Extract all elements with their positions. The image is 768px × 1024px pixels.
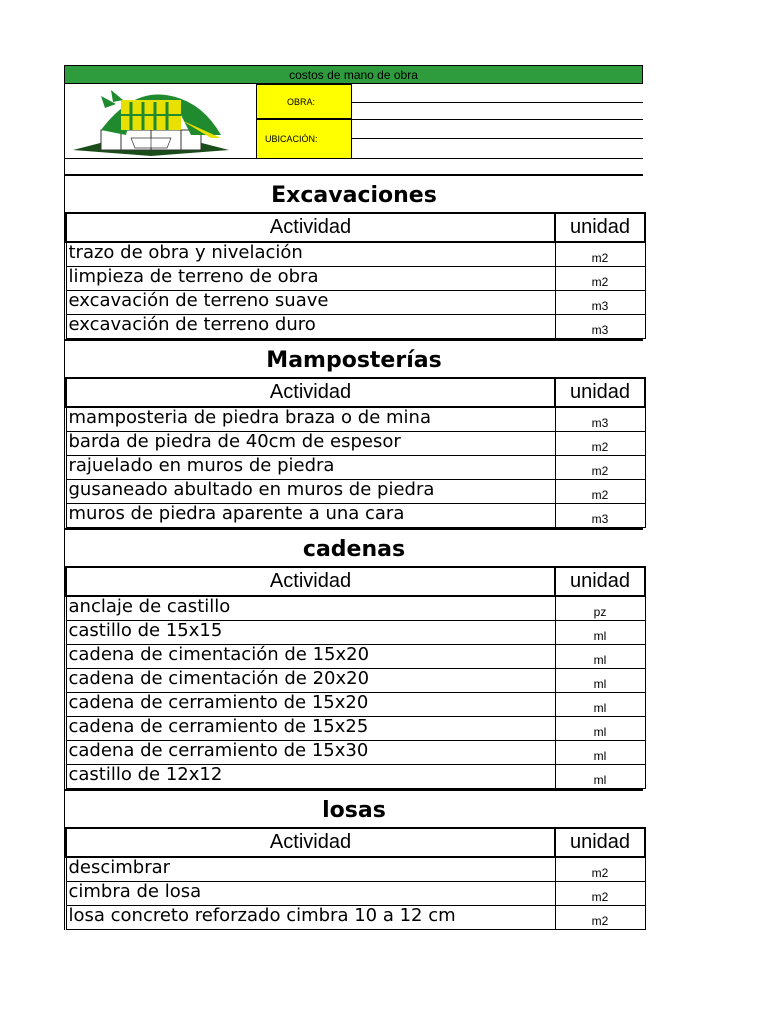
header-block (64, 83, 643, 159)
section-cadenas (64, 528, 643, 789)
activity-header: Actividad (66, 378, 555, 407)
unit-cell[interactable]: m3 (555, 315, 645, 339)
activity-cell[interactable]: barda de piedra de 40cm de espesor (66, 432, 555, 456)
unit-header: unidad (555, 828, 645, 857)
activity-cell[interactable]: anclaje de castillo (66, 596, 555, 621)
table-row (66, 315, 645, 339)
unit-cell[interactable]: m2 (555, 480, 645, 504)
activity-table (65, 212, 646, 339)
table-row (66, 456, 645, 480)
activity-cell[interactable]: castillo de 15x15 (66, 621, 555, 645)
table-row (66, 765, 645, 789)
unit-cell[interactable]: ml (555, 669, 645, 693)
obra-field-2[interactable] (352, 102, 643, 120)
unit-cell[interactable]: ml (555, 645, 645, 669)
unit-cell[interactable]: ml (555, 693, 645, 717)
section-losas (64, 789, 643, 930)
obra-field-1[interactable] (352, 84, 643, 103)
unit-cell[interactable]: ml (555, 717, 645, 741)
company-logo (71, 90, 231, 156)
ubicacion-field-1[interactable] (352, 119, 643, 139)
activity-cell[interactable]: excavación de terreno duro (66, 315, 555, 339)
unit-cell[interactable]: ml (555, 621, 645, 645)
unit-cell[interactable]: pz (555, 596, 645, 621)
activity-cell[interactable]: cadena de cerramiento de 15x30 (66, 741, 555, 765)
section-excavaciones (64, 174, 643, 339)
unit-cell[interactable]: m2 (555, 857, 645, 882)
unit-cell[interactable]: m3 (555, 291, 645, 315)
section-title: losas (65, 789, 643, 827)
table-row (66, 504, 645, 528)
table-row (66, 596, 645, 621)
table-row (66, 242, 645, 267)
spacer (64, 159, 643, 174)
table-row (66, 480, 645, 504)
table-row (66, 693, 645, 717)
ubicacion-field-2[interactable] (352, 138, 643, 158)
table-row (66, 669, 645, 693)
unit-cell[interactable]: m2 (555, 882, 645, 906)
activity-table (65, 827, 646, 930)
table-row (66, 407, 645, 432)
unit-cell[interactable]: m2 (555, 267, 645, 291)
unit-header: unidad (555, 213, 645, 242)
activity-cell[interactable]: descimbrar (66, 857, 555, 882)
activity-cell[interactable]: losa concreto reforzado cimbra 10 a 12 cm (66, 906, 555, 930)
unit-cell[interactable]: m2 (555, 906, 645, 930)
activity-cell[interactable]: limpieza de terreno de obra (66, 267, 555, 291)
table-row (66, 267, 645, 291)
activity-header: Actividad (66, 567, 555, 596)
section-title: Mamposterías (65, 339, 643, 377)
obra-label: OBRA: (256, 84, 352, 119)
activity-cell[interactable]: muros de piedra aparente a una cara (66, 504, 555, 528)
unit-cell[interactable]: m2 (555, 242, 645, 267)
activity-cell[interactable]: cadena de cerramiento de 15x25 (66, 717, 555, 741)
table-row (66, 906, 645, 930)
unit-cell[interactable]: m3 (555, 407, 645, 432)
section-mamposterías (64, 339, 643, 528)
activity-header: Actividad (66, 213, 555, 242)
cost-sheet (64, 65, 643, 930)
table-row (66, 882, 645, 906)
sheet-title: costos de mano de obra (64, 65, 643, 83)
unit-cell[interactable]: m3 (555, 504, 645, 528)
unit-header: unidad (555, 567, 645, 596)
activity-cell[interactable]: mamposteria de piedra braza o de mina (66, 407, 555, 432)
activity-cell[interactable]: cadena de cimentación de 15x20 (66, 645, 555, 669)
activity-cell[interactable]: cimbra de losa (66, 882, 555, 906)
table-row (66, 857, 645, 882)
unit-cell[interactable]: ml (555, 765, 645, 789)
activity-table (65, 377, 646, 528)
activity-cell[interactable]: cadena de cerramiento de 15x20 (66, 693, 555, 717)
activity-cell[interactable]: trazo de obra y nivelación (66, 242, 555, 267)
table-row (66, 645, 645, 669)
table-row (66, 432, 645, 456)
unit-cell[interactable]: m2 (555, 432, 645, 456)
activity-cell[interactable]: gusaneado abultado en muros de piedra (66, 480, 555, 504)
table-row (66, 621, 645, 645)
table-row (66, 717, 645, 741)
activity-cell[interactable]: castillo de 12x12 (66, 765, 555, 789)
unit-header: unidad (555, 378, 645, 407)
activity-cell[interactable]: excavación de terreno suave (66, 291, 555, 315)
table-row (66, 291, 645, 315)
activity-table (65, 566, 646, 789)
section-title: Excavaciones (65, 174, 643, 212)
ubicacion-label: UBICACIÓN: (256, 119, 352, 159)
unit-cell[interactable]: ml (555, 741, 645, 765)
activity-header: Actividad (66, 828, 555, 857)
table-row (66, 741, 645, 765)
activity-cell[interactable]: rajuelado en muros de piedra (66, 456, 555, 480)
section-title: cadenas (65, 528, 643, 566)
unit-cell[interactable]: m2 (555, 456, 645, 480)
activity-cell[interactable]: cadena de cimentación de 20x20 (66, 669, 555, 693)
